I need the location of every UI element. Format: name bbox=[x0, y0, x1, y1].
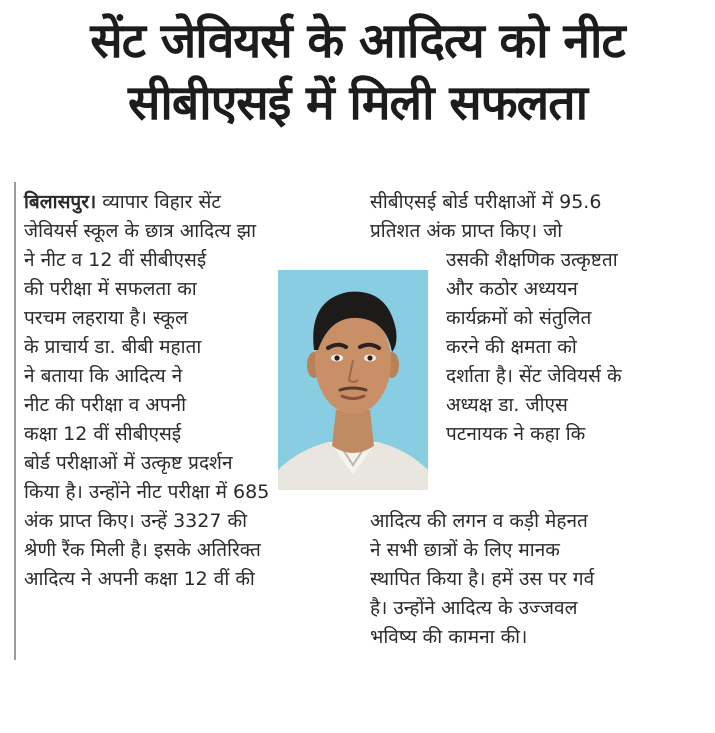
article-line: कार्यक्रमों को संतुलित bbox=[446, 307, 592, 329]
article-column-2-bottom bbox=[370, 507, 700, 652]
article-line: उसकी शैक्षणिक उत्कृष्टता bbox=[446, 249, 618, 271]
article-line: है। उन्होंने आदित्य के उज्जवल bbox=[370, 597, 578, 619]
article-line: नीट की परीक्षा व अपनी bbox=[24, 394, 187, 416]
article-line: ने नीट व 12 वीं सीबीएसई bbox=[24, 249, 207, 271]
column-divider bbox=[14, 182, 16, 660]
article-line: जेवियर्स स्कूल के छात्र आदित्य झा bbox=[24, 220, 257, 242]
article-line: आदित्य ने अपनी कक्षा 12 वीं की bbox=[24, 568, 255, 590]
article-line bbox=[24, 188, 354, 217]
article-line: अध्यक्ष डा. जीएस bbox=[446, 394, 568, 416]
article-line: दर्शाता है। सेंट जेवियर्स के bbox=[446, 365, 622, 387]
article-line: बोर्ड परीक्षाओं में उत्कृष्ट प्रदर्शन bbox=[24, 452, 233, 474]
article-line: सीबीएसई बोर्ड परीक्षाओं में 95.6 bbox=[370, 191, 602, 213]
article-text: व्यापार विहार सेंट bbox=[96, 191, 221, 213]
article-column-2-wrap bbox=[446, 246, 706, 449]
article-line: भविष्य की कामना की। bbox=[370, 626, 528, 648]
article-column-2-top bbox=[370, 188, 700, 246]
student-portrait-photo bbox=[278, 270, 428, 490]
headline-line-2: सीबीएसई में मिली सफलता bbox=[127, 75, 588, 131]
article-line: किया है। उन्होंने नीट परीक्षा में 685 bbox=[24, 481, 270, 503]
article-line: ने बताया कि आदित्य ने bbox=[24, 365, 183, 387]
article-line: श्रेणी रैंक मिली है। इसके अतिरिक्त bbox=[24, 539, 261, 561]
article-line: और कठोर अध्ययन bbox=[446, 278, 578, 300]
article-line: पटनायक ने कहा कि bbox=[446, 423, 586, 445]
article-line: करने की क्षमता को bbox=[446, 336, 577, 358]
portrait-illustration bbox=[278, 270, 428, 490]
headline bbox=[0, 10, 715, 134]
article-line: की परीक्षा में सफलता का bbox=[24, 278, 197, 300]
article-line: प्रतिशत अंक प्राप्त किए। जो bbox=[370, 220, 563, 242]
article-line: कक्षा 12 वीं सीबीएसई bbox=[24, 423, 182, 445]
article-line: के प्राचार्य डा. बीबी महाता bbox=[24, 336, 202, 358]
article-line: स्थापित किया है। हमें उस पर गर्व bbox=[370, 568, 595, 590]
headline-line-1: सेंट जेवियर्स के आदित्य को नीट bbox=[90, 13, 625, 69]
article-line: आदित्य की लगन व कड़ी मेहनत bbox=[370, 510, 588, 532]
article-line: परचम लहराया है। स्कूल bbox=[24, 307, 188, 329]
article-line: अंक प्राप्त किए। उन्हें 3327 की bbox=[24, 510, 247, 532]
dateline: बिलासपुर। bbox=[24, 191, 97, 213]
article-line: ने सभी छात्रों के लिए मानक bbox=[370, 539, 560, 561]
